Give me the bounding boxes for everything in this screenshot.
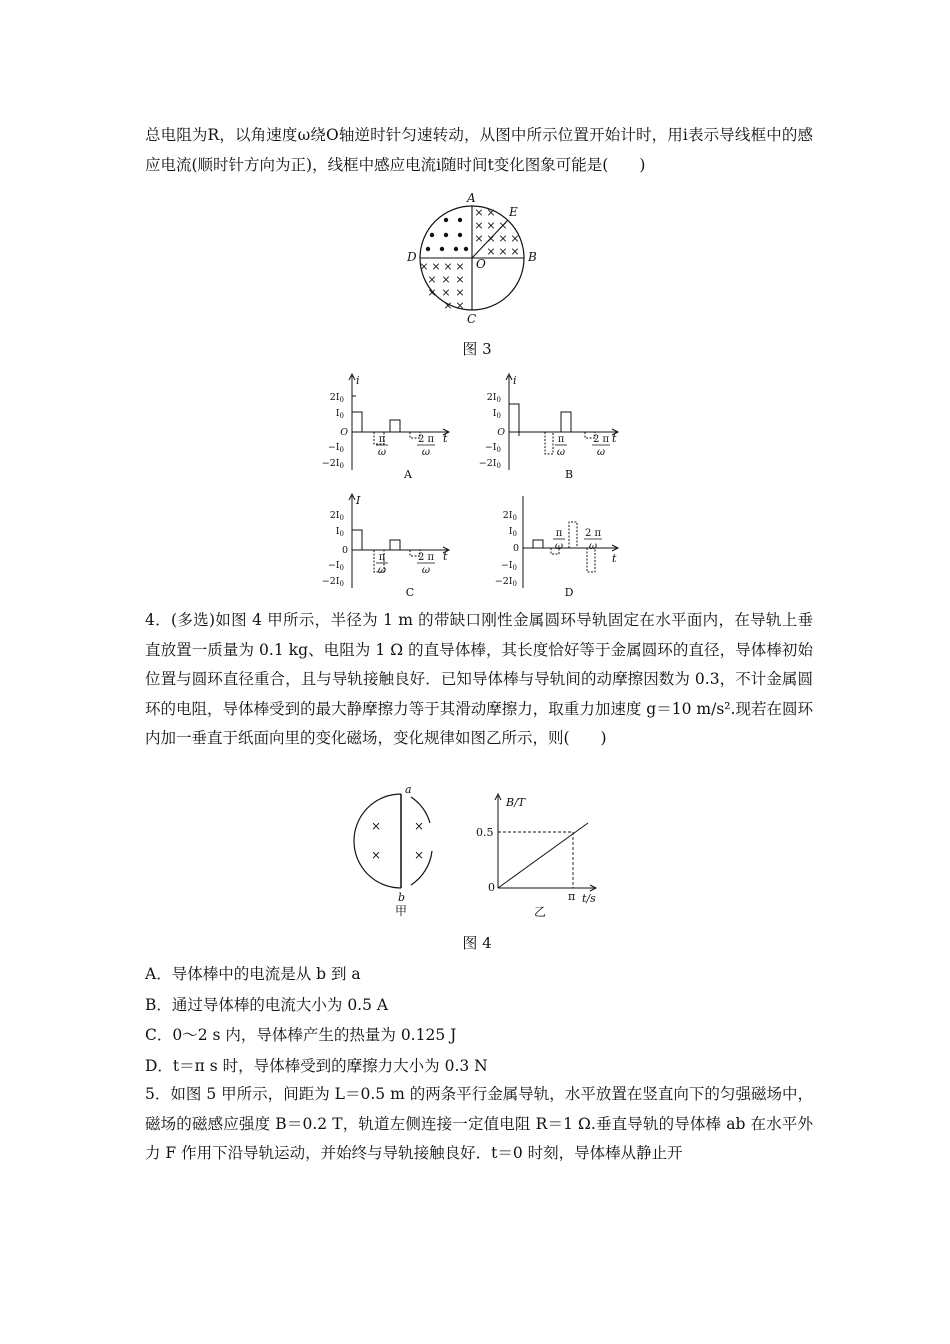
graph-A-label: A xyxy=(404,468,412,481)
option-C: C．0～2 s 内，导体棒产生的热量为 0.125 J xyxy=(145,1026,457,1044)
svg-text:2 π: 2 π xyxy=(584,528,602,539)
label-O: O xyxy=(476,257,486,271)
svg-text:ω: ω xyxy=(556,447,566,458)
svg-text:π: π xyxy=(555,528,563,539)
svg-text:0: 0 xyxy=(512,543,519,554)
figure-4-jia xyxy=(345,785,445,920)
figure-4-yi-graph xyxy=(470,790,610,920)
svg-text:π: π xyxy=(378,434,386,445)
svg-text:×: × xyxy=(441,286,451,299)
svg-text:×: × xyxy=(498,232,508,245)
svg-text:×: × xyxy=(498,219,508,232)
svg-text:2 π: 2 π xyxy=(592,434,610,445)
svg-text:B/T xyxy=(505,796,527,809)
graph-C-label: C xyxy=(405,586,415,599)
svg-text:ω: ω xyxy=(421,447,431,458)
svg-text:ω: ω xyxy=(377,565,387,576)
graph-D-label: D xyxy=(564,586,574,599)
graph-A xyxy=(321,372,460,487)
svg-text:O: O xyxy=(340,427,348,438)
graph-D xyxy=(487,492,627,602)
figure-4-caption: 图 4 xyxy=(462,934,492,952)
tick-pi: π xyxy=(568,890,576,903)
question-4-text: 4．(多选)如图 4 甲所示，半径为 1 m 的带缺口刚性金属圆环导轨固定在水平面内，在导轨上垂直放置一质量为 0.1 kg、电阻为 1 Ω 的直导体棒，其长度恰好等于金属圆环的直径，导体棒初始位置与圆环直径重合，且与导轨接触良好．已知导体棒与导轨间的动摩擦因数为 0.3，不计金属圆环的电阻，导体棒受到的最大静摩擦力等于其滑动摩擦力，取重力加速度 g＝10 m/s².现若在圆环内加一垂直于纸面向里的变化磁场，变化规律如图乙所示，则( ) xyxy=(145,611,813,747)
svg-text:t: t xyxy=(443,550,448,563)
svg-text:ω: ω xyxy=(596,447,606,458)
svg-text:0: 0 xyxy=(341,545,348,556)
axis-label-t: t xyxy=(443,432,448,445)
axis-t: t/s xyxy=(582,892,596,905)
svg-text:t: t xyxy=(612,432,617,445)
svg-text:×: × xyxy=(455,299,465,312)
svg-text:×: × xyxy=(498,245,508,258)
svg-text:×: × xyxy=(427,286,437,299)
svg-text:I0: $I_0$ xyxy=(508,526,517,538)
svg-text:×: × xyxy=(486,245,496,258)
svg-text:×: × xyxy=(474,219,484,232)
svg-text:O: O xyxy=(497,427,505,438)
svg-text:ω: ω xyxy=(377,447,387,458)
svg-text:×: × xyxy=(455,286,465,299)
graph-B-label: B xyxy=(564,468,574,481)
svg-text:×: × xyxy=(413,819,425,833)
svg-text:I0: $I_0$ xyxy=(335,526,344,538)
graph-B xyxy=(478,372,627,487)
axis-B: B/T xyxy=(506,796,526,809)
option-A: A．导体棒中的电流是从 b 到 a xyxy=(145,965,361,983)
svg-text:−2I0: $-2I_0$ xyxy=(494,576,517,588)
svg-text:×: × xyxy=(413,848,425,862)
svg-text:π: π xyxy=(378,552,386,563)
graph-C xyxy=(321,492,460,602)
svg-text:−2I0: $-2I_0$ xyxy=(478,458,501,470)
svg-text:×: × xyxy=(443,260,453,273)
tick-0: 0 xyxy=(488,881,495,894)
svg-text:2 π: 2 π xyxy=(417,434,435,445)
svg-text:I0: $I_0$ xyxy=(492,408,501,420)
label-A: A xyxy=(467,191,476,205)
svg-text:−I0: $-I_0$ xyxy=(484,442,501,454)
question-3-text: 总电阻为R，以角速度ω绕O轴逆时针匀速转动，从图中所示位置开始计时，用i表示导线框中的感应电流(顺时针方向为正)，线框中感应电流i随时间t变化图象可能是( ) xyxy=(145,126,813,174)
figure-3-diagram xyxy=(400,190,550,330)
dots-upper-left xyxy=(426,218,468,251)
figure-3-caption: 图 3 xyxy=(462,340,492,358)
svg-text:i: i xyxy=(513,374,517,387)
svg-text:×: × xyxy=(441,273,451,286)
svg-text:π: π xyxy=(557,434,565,445)
fig-jia-label: 甲 xyxy=(394,904,408,918)
label-C: C xyxy=(467,312,477,326)
svg-text:ω: ω xyxy=(421,565,431,576)
label-B: B xyxy=(528,250,537,264)
crosses-lower-left xyxy=(419,260,464,312)
svg-text:×: × xyxy=(455,273,465,286)
question-5-text: 5．如图 5 甲所示，间距为 L＝0.5 m 的两条平行金属导轨，水平放置在竖直向下的匀强磁场中，磁场的磁感应强度 B＝0.2 T，轨道左侧连接一定值电阻 R＝1 Ω.垂直导轨的导体棒 ab 在水平外力 F 作用下沿导轨运动，并始终与导轨接触良好．t＝0 时刻，导体棒从静止开 xyxy=(145,1085,813,1162)
svg-text:−I0: $-I_0$ xyxy=(500,560,517,572)
svg-text:×: × xyxy=(419,260,429,273)
svg-text:2I0: $2I_0$ xyxy=(486,392,501,404)
svg-text:−2I0: $-2I_0$ xyxy=(321,576,344,588)
svg-text:I: I xyxy=(356,494,361,507)
svg-text:ω: ω xyxy=(554,541,564,552)
option-D: D．t＝π s 时，导体棒受到的摩擦力大小为 0.3 N xyxy=(145,1057,488,1075)
svg-text:×: × xyxy=(370,848,382,862)
svg-text:×: × xyxy=(486,206,496,219)
svg-text:×: × xyxy=(455,260,465,273)
label-a: a xyxy=(405,783,412,796)
tick-05: 0.5 xyxy=(476,826,494,839)
svg-text:−2I0: $-2I_0$ xyxy=(321,458,344,470)
svg-text:−I0: $-I_0$ xyxy=(327,442,344,454)
svg-text:2 π: 2 π xyxy=(417,552,435,563)
svg-text:×: × xyxy=(370,819,382,833)
svg-text:×: × xyxy=(474,206,484,219)
svg-text:I0: $I_0$ xyxy=(335,408,344,420)
svg-text:t: t xyxy=(612,552,617,565)
svg-text:2I0: $2I_0$ xyxy=(329,392,344,404)
svg-text:×: × xyxy=(510,232,520,245)
svg-text:×: × xyxy=(486,232,496,245)
label-b: b xyxy=(398,891,406,904)
axis-label-i: i xyxy=(356,374,360,387)
svg-text:×: × xyxy=(474,232,484,245)
svg-text:−I0: $-I_0$ xyxy=(327,560,344,572)
svg-text:×: × xyxy=(431,260,441,273)
svg-text:×: × xyxy=(510,245,520,258)
svg-text:ω: ω xyxy=(588,541,598,552)
svg-text:×: × xyxy=(486,219,496,232)
svg-text:2I0: $2I_0$ xyxy=(502,510,517,522)
svg-text:×: × xyxy=(427,273,437,286)
option-B: B．通过导体棒的电流大小为 0.5 A xyxy=(145,996,389,1014)
svg-text:×: × xyxy=(443,299,453,312)
label-D: D xyxy=(407,250,417,264)
svg-text:2I0: $2I_0$ xyxy=(329,510,344,522)
fig-yi-label: 乙 xyxy=(533,905,547,919)
label-E: E xyxy=(509,205,518,219)
